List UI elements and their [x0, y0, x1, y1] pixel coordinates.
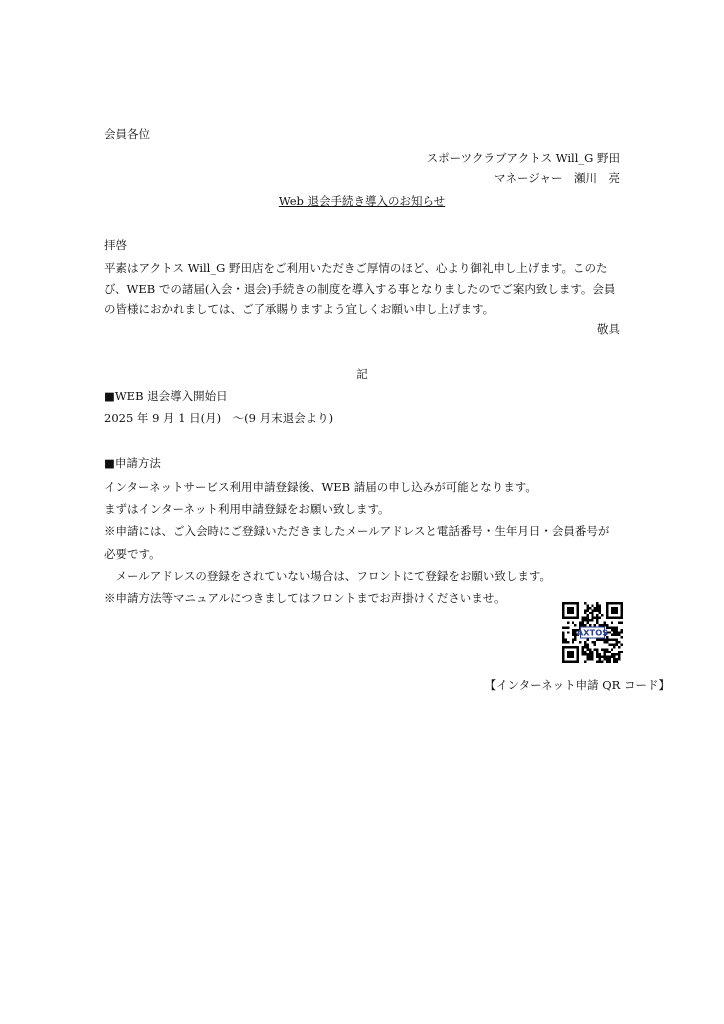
qr-logo-text: AXTOS: [576, 627, 609, 638]
body-line: の皆様におかれましては、ご了承賜りますよう宜しくお願い申し上げます。: [104, 302, 495, 316]
section-heading-start-date: ■WEB 退会導入開始日: [104, 389, 228, 403]
salutation: 拝啓: [104, 238, 127, 252]
body-line: び、WEB での諸届(入会・退会)手続きの制度を導入する事となりましたのでご案内致します。会員: [104, 281, 616, 296]
application-method-text: [104, 476, 609, 609]
method-line: ※申請方法等マニュアルにつきましてはフロントまでお声掛けくださいませ。: [104, 591, 506, 606]
method-line: ※申請には、ご入会時にご登録いただきましたメールアドレスと電話番号・生年月日・会員番号が: [104, 524, 610, 539]
method-line: メールアドレスの登録をされていない場合は、フロントにて登録をお願い致します。: [104, 568, 552, 583]
addressee: 会員各位: [104, 127, 150, 141]
letter-body: [104, 258, 624, 320]
sender-person: マネージャー 瀬川 亮: [493, 171, 620, 185]
method-line: 必要です。: [104, 546, 161, 561]
qr-caption: 【インターネット申請 QR コード】: [484, 678, 670, 692]
section-heading-application-method: ■申請方法: [104, 456, 161, 470]
ki-marker: 記: [356, 367, 368, 381]
sender-organization: スポーツクラブアクトス Will_G 野田: [426, 151, 620, 165]
closing: 敬具: [597, 322, 620, 336]
qr-code[interactable]: [562, 602, 623, 663]
method-line: インターネットサービス利用申請登録後、WEB 請届の申し込みが可能となります。: [104, 480, 537, 494]
body-line: 平素はアクトス Will_G 野田店をご利用いただきご厚情のほど、心より御礼申し上げます。このた: [104, 261, 608, 275]
method-line: まずはインターネット利用申請登録をお願い致します。: [104, 502, 390, 517]
document-title: Web 退会手続き導入のお知らせ: [278, 194, 446, 208]
start-date: 2025 年 9 月 1 日(月) ～(9 月末退会より): [104, 411, 334, 425]
